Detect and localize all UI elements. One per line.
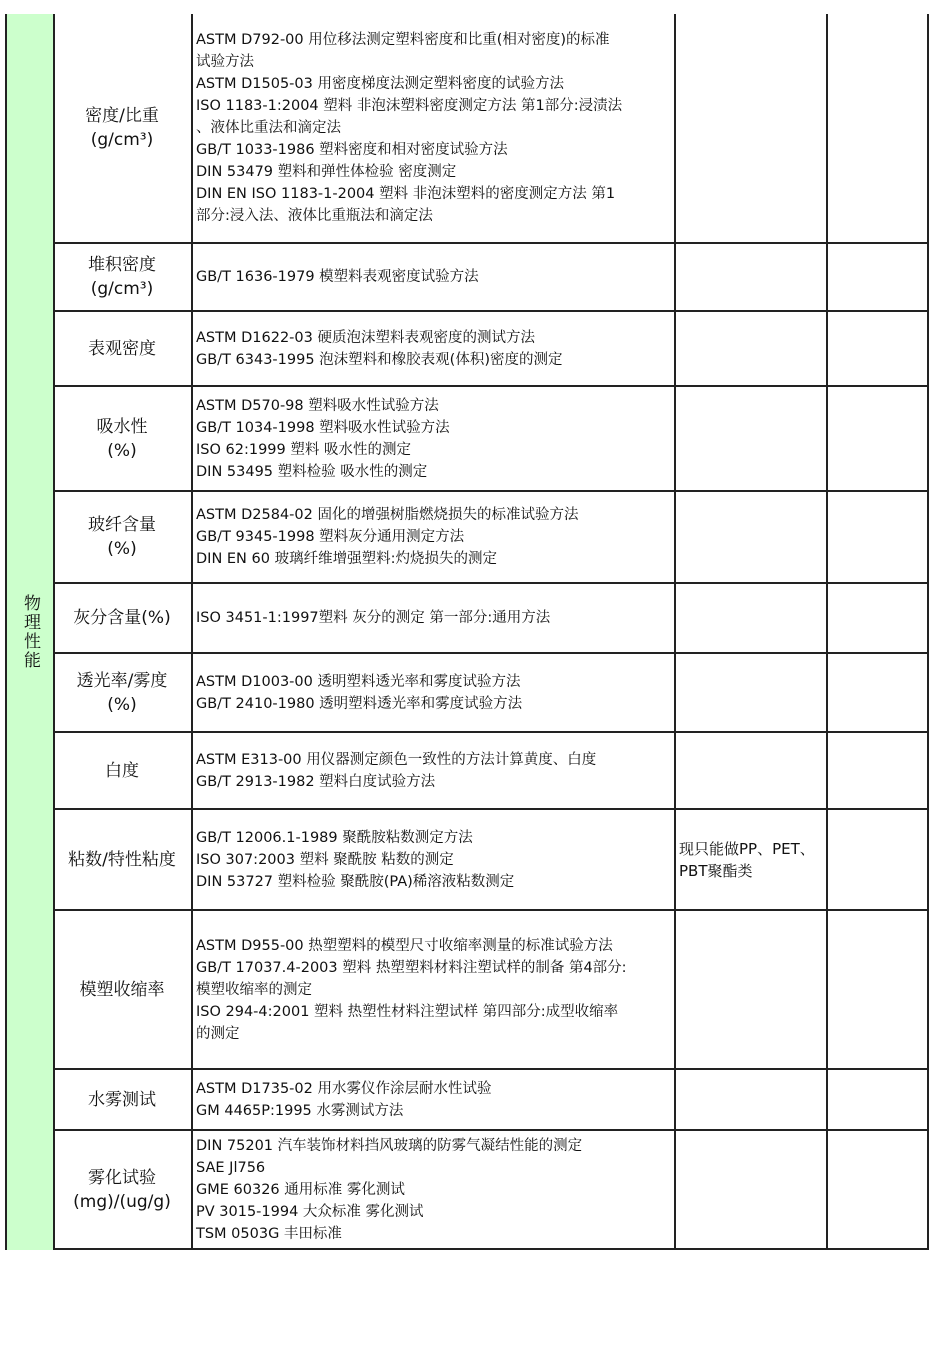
standard-line: GB/T 6343-1995 泡沫塑料和橡胶表观(体积)密度的测定 — [196, 351, 563, 368]
standard-line: 、液体比重法和滴定法 — [196, 120, 341, 136]
test-standards-cell — [193, 1070, 676, 1129]
test-standards-cell — [193, 1131, 676, 1248]
remark-cell — [676, 244, 828, 310]
property-name-line: 玻纤含量 — [88, 515, 156, 535]
standard-line: DIN 53495 塑料检验 吸水性的测定 — [196, 463, 428, 480]
standard-line: GB/T 2913-1982 塑料白度试验方法 — [196, 773, 436, 790]
standard-line: ISO 307:2003 塑料 聚酰胺 粘数的测定 — [196, 851, 454, 868]
remark-cell — [676, 733, 828, 808]
standard-line: GB/T 1636-1979 模塑料表观密度试验方法 — [196, 269, 479, 285]
remark-text: 现只能做PP、PET、PBT聚酯类 — [679, 839, 815, 880]
table-row — [53, 244, 929, 312]
table-row — [53, 1070, 929, 1131]
property-name-line: 粘数/特性粘度 — [68, 849, 176, 870]
table-row — [53, 810, 929, 911]
property-name-line: 灰分含量(%) — [73, 608, 171, 628]
property-name-cell — [53, 312, 193, 385]
standard-line: GB/T 17037.4-2003 塑料 热塑塑料材料注塑试样的制备 第4部分: — [196, 959, 627, 976]
property-name-line: 吸水性 — [96, 416, 148, 437]
standard-line: ASTM D792-00 用位移法测定塑料密度和比重(相对密度)的标准 — [196, 32, 610, 48]
empty-cell — [828, 810, 929, 909]
empty-cell — [828, 654, 929, 731]
test-standards-cell — [193, 911, 676, 1068]
empty-cell — [828, 244, 929, 310]
table-row — [53, 312, 929, 387]
empty-cell — [828, 733, 929, 808]
property-name-line: (%) — [107, 539, 137, 559]
property-name-line: 表观密度 — [88, 338, 156, 359]
empty-cell — [828, 1070, 929, 1129]
standard-line: DIN 53479 塑料和弹性体检验 密度测定 — [196, 164, 457, 180]
table-row — [53, 654, 929, 733]
table-row — [53, 584, 929, 654]
standard-line: DIN 53727 塑料检验 聚酰胺(PA)稀溶液粘数测定 — [196, 873, 515, 890]
standard-line: ASTM D2584-02 固化的增强树脂燃烧损失的标准试验方法 — [196, 507, 579, 523]
standard-line: GB/T 2410-1980 透明塑料透光率和雾度试验方法 — [196, 695, 523, 712]
standard-line: ASTM D1735-02 用水雾仪作涂层耐水性试验 — [196, 1080, 492, 1097]
standard-line: ASTM D1003-00 透明塑料透光率和雾度试验方法 — [196, 673, 521, 690]
remark-cell — [676, 911, 828, 1068]
standard-line: ASTM D1622-03 硬质泡沫塑料表观密度的测试方法 — [196, 329, 535, 346]
empty-cell — [828, 911, 929, 1068]
test-standards-table — [5, 14, 931, 1252]
test-standards-cell — [193, 312, 676, 385]
property-name-cell — [53, 14, 193, 242]
property-name-line: 水雾测试 — [88, 1089, 156, 1110]
standard-line: ASTM E313-00 用仪器测定颜色一致性的方法计算黄度、白度 — [196, 751, 597, 768]
standard-line: GM 4465P:1995 水雾测试方法 — [196, 1102, 404, 1119]
property-name-cell — [53, 387, 193, 490]
property-name-cell — [53, 654, 193, 731]
property-name-cell — [53, 733, 193, 808]
remark-cell — [676, 1131, 828, 1248]
test-standards-cell — [193, 654, 676, 731]
empty-cell — [828, 312, 929, 385]
table-row — [53, 1131, 929, 1250]
property-name-cell — [53, 584, 193, 652]
standard-line: DIN 75201 汽车装饰材料挡风玻璃的防雾气凝结性能的测定 — [196, 1137, 583, 1154]
standard-line: GB/T 9345-1998 塑料灰分通用测定方法 — [196, 529, 465, 545]
table-row — [53, 387, 929, 492]
standard-line: GME 60326 通用标准 雾化测试 — [196, 1181, 405, 1198]
property-name-line: 模塑收缩率 — [79, 979, 165, 1000]
standard-line: ISO 1183-1:2004 塑料 非泡沫塑料密度测定方法 第1部分:浸渍法 — [196, 98, 623, 114]
remark-cell — [676, 387, 828, 490]
remark-cell — [676, 492, 828, 582]
test-standards-cell — [193, 584, 676, 652]
test-standards-cell — [193, 810, 676, 909]
standard-line: 试验方法 — [196, 54, 254, 70]
empty-cell — [828, 492, 929, 582]
property-name-cell — [53, 1131, 193, 1248]
category-cell — [5, 14, 55, 1250]
standard-line: GB/T 12006.1-1989 聚酰胺粘数测定方法 — [196, 829, 473, 846]
property-name-line: 透光率/雾度 — [76, 670, 168, 691]
test-standards-cell — [193, 733, 676, 808]
standard-line: ASTM D955-00 热塑塑料的模型尺寸收缩率测量的标准试验方法 — [196, 937, 613, 954]
property-name-line: (%) — [107, 440, 137, 461]
standard-line: 的测定 — [196, 1025, 240, 1042]
empty-cell — [828, 1131, 929, 1248]
table-row — [53, 492, 929, 584]
standard-line: ISO 294-4:2001 塑料 热塑性材料注塑试样 第四部分:成型收缩率 — [196, 1003, 619, 1020]
property-name-cell — [53, 244, 193, 310]
property-name-line: 堆积密度 — [88, 255, 156, 275]
remark-cell — [676, 14, 828, 242]
test-standards-cell — [193, 14, 676, 242]
property-name-line: 密度/比重 — [85, 106, 159, 126]
table-row — [53, 911, 929, 1070]
table-row — [53, 14, 929, 244]
property-name-line: (%) — [107, 694, 137, 715]
standard-line: ASTM D1505-03 用密度梯度法测定塑料密度的试验方法 — [196, 76, 564, 92]
standard-line: 部分:浸入法、液体比重瓶法和滴定法 — [196, 208, 433, 224]
standard-line: TSM 0503G 丰田标准 — [196, 1225, 342, 1242]
remark-cell — [676, 1070, 828, 1129]
standard-line: DIN EN 60 玻璃纤维增强塑料:灼烧损失的测定 — [196, 551, 497, 567]
empty-cell — [828, 14, 929, 242]
property-name-cell — [53, 911, 193, 1068]
standard-line: DIN EN ISO 1183-1-2004 塑料 非泡沫塑料的密度测定方法 第1 — [196, 186, 616, 202]
remark-cell — [676, 312, 828, 385]
empty-cell — [828, 584, 929, 652]
property-name-line: (g/cm³) — [90, 130, 154, 150]
property-name-line: 白度 — [105, 760, 139, 781]
standard-line: SAE Jl756 — [196, 1159, 266, 1176]
standard-line: 模塑收缩率的测定 — [196, 981, 312, 998]
remark-cell — [676, 654, 828, 731]
standard-line: GB/T 1033-1986 塑料密度和相对密度试验方法 — [196, 142, 508, 158]
property-name-line: (g/cm³) — [90, 279, 154, 299]
empty-cell — [828, 387, 929, 490]
standard-line: GB/T 1034-1998 塑料吸水性试验方法 — [196, 419, 450, 436]
property-name-cell — [53, 492, 193, 582]
property-name-line: 雾化试验 — [87, 1167, 156, 1188]
remark-cell — [676, 584, 828, 652]
property-name-cell — [53, 810, 193, 909]
remark-cell — [676, 810, 828, 909]
property-name-cell — [53, 1070, 193, 1129]
standard-line: ISO 62:1999 塑料 吸水性的测定 — [196, 441, 411, 458]
category-label: 物理性能 — [20, 594, 40, 670]
table-row — [53, 733, 929, 810]
test-standards-cell — [193, 387, 676, 490]
test-standards-cell — [193, 244, 676, 310]
test-standards-cell — [193, 492, 676, 582]
standard-line: ASTM D570-98 塑料吸水性试验方法 — [196, 397, 439, 414]
standard-line: ISO 3451-1:1997塑料 灰分的测定 第一部分:通用方法 — [196, 610, 551, 626]
standard-line: PV 3015-1994 大众标准 雾化测试 — [196, 1203, 424, 1220]
property-name-line: (mg)/(ug/g) — [73, 1191, 171, 1212]
